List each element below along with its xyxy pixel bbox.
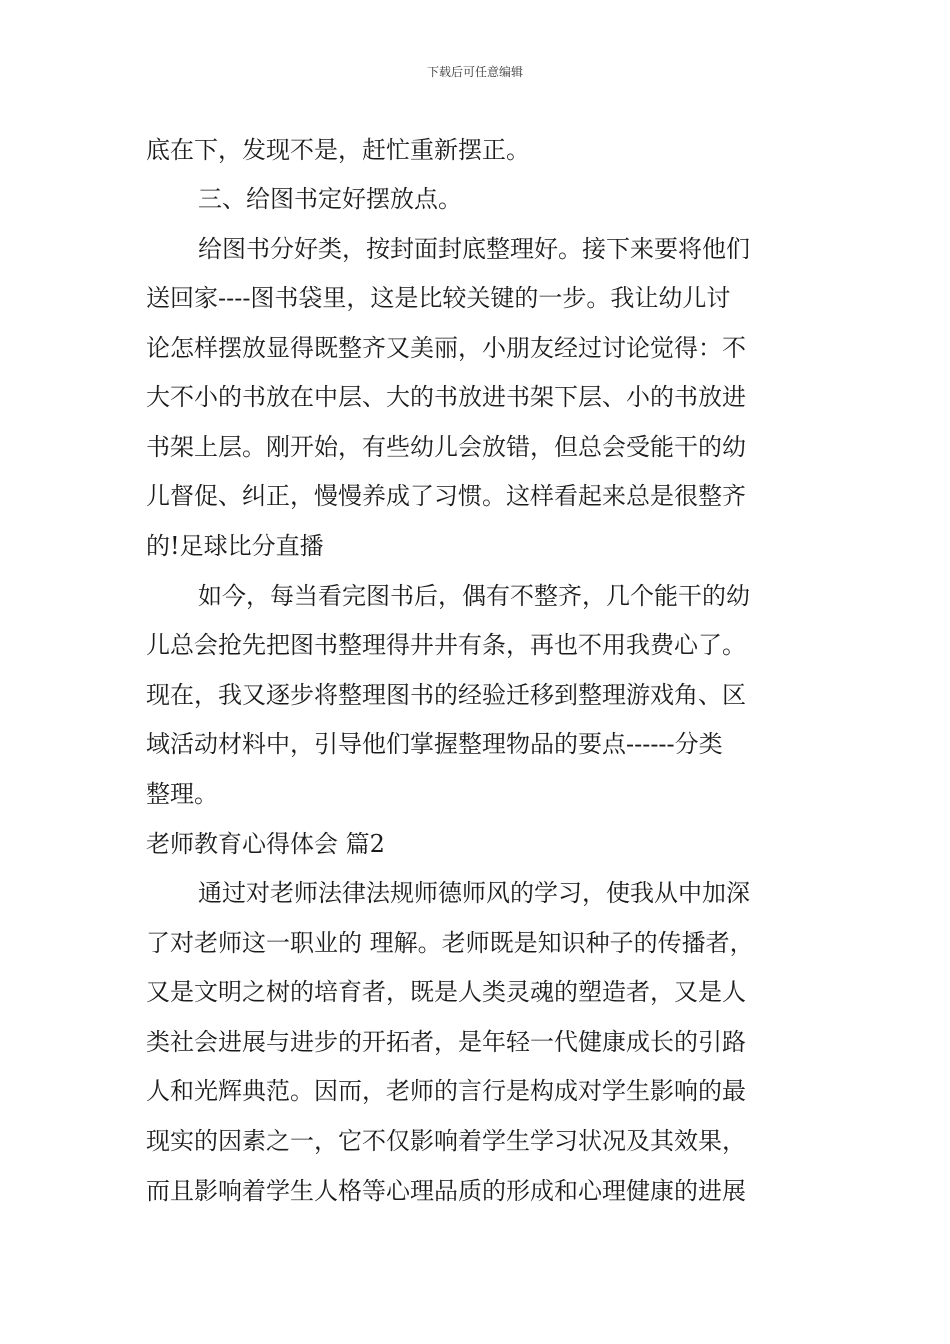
text-line: 了对老师这一职业的 理解。老师既是知识种子的传播者， <box>146 929 754 957</box>
text-line: 底在下，发现不是，赶忙重新摆正。 <box>146 136 530 164</box>
text-line: 儿总会抢先把图书整理得井井有条，再也不用我费心了。 <box>146 631 746 659</box>
text-line: 儿督促、纠正，慢慢养成了习惯。这样看起来总是很整齐 <box>146 482 746 510</box>
text-line: 人和光辉典范。因而，老师的言行是构成对学生影响的最 <box>146 1077 746 1105</box>
text-line: 类社会进展与进步的开拓者，是年轻一代健康成长的引路 <box>146 1028 746 1056</box>
text-line: 现在，我又逐步将整理图书的经验迁移到整理游戏角、区 <box>146 681 746 709</box>
text-line: 域活动材料中，引导他们掌握整理物品的要点------分类 <box>146 730 723 758</box>
text-line: 给图书分好类，按封面封底整理好。接下来要将他们 <box>198 235 750 263</box>
text-line: 又是文明之树的培育者，既是人类灵魂的塑造者，又是人 <box>146 978 746 1006</box>
text-line: 而且影响着学生人格等心理品质的形成和心理健康的进展 <box>146 1177 746 1205</box>
text-line: 如今，每当看完图书后，偶有不整齐，几个能干的幼 <box>198 582 750 610</box>
text-line: 三、给图书定好摆放点。 <box>198 185 462 213</box>
text-line: 论怎样摆放显得既整齐又美丽，小朋友经过讨论觉得：不 <box>146 334 746 362</box>
section-heading: 老师教育心得体会 篇2 <box>146 830 385 858</box>
text-line: 通过对老师法律法规师德师风的学习，使我从中加深 <box>198 879 750 907</box>
text-line: 书架上层。刚开始，有些幼儿会放错，但总会受能干的幼 <box>146 433 746 461</box>
page-header: 下载后可任意编辑 <box>426 65 523 79</box>
text-line: 送回家----图书袋里，这是比较关键的一步。我让幼儿讨 <box>146 284 731 312</box>
text-line: 大不小的书放在中层、大的书放进书架下层、小的书放进 <box>146 383 746 411</box>
text-line: 现实的因素之一，它不仅影响着学生学习状况及其效果， <box>146 1127 746 1155</box>
text-line: 整理。 <box>146 780 218 808</box>
text-line: 的!足球比分直播 <box>146 532 324 560</box>
